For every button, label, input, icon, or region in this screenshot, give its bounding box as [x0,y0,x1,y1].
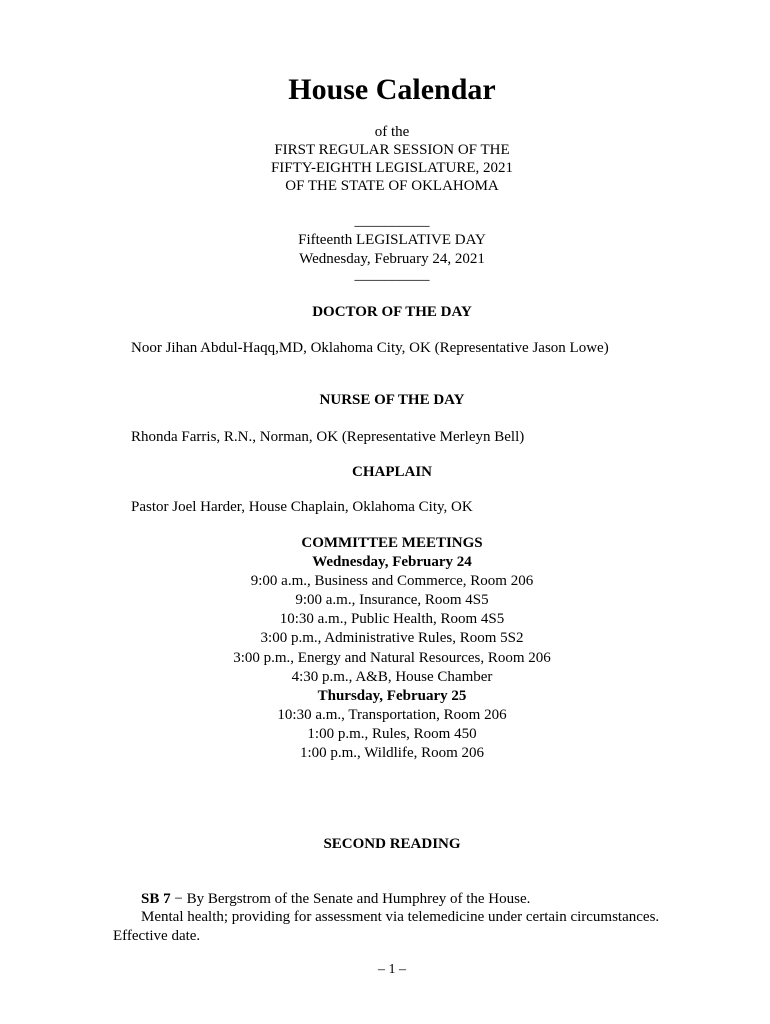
bill-description: Mental health; providing for assessment via telemedicine under certain circumstances. [141,909,660,925]
meeting-item: 1:00 p.m., Rules, Room 450 [307,725,477,742]
committee-meetings-heading: COMMITTEE MEETINGS [301,535,483,551]
meeting-item: 10:30 a.m., Transportation, Room 206 [277,706,507,723]
meeting-item: 3:00 p.m., Energy and Natural Resources, Room 206 [233,649,551,666]
chaplain-text: Pastor Joel Harder, House Chaplain, Oklahoma City, OK [131,499,473,515]
divider-rule-top: __________ [354,213,430,229]
divider-rule-bottom: __________ [354,267,430,283]
meeting-item: 10:30 a.m., Public Health, Room 4S5 [279,611,505,628]
subtitle-line: OF THE STATE OF OKLAHOMA [285,178,499,194]
meeting-item: 1:00 p.m., Wildlife, Room 206 [299,745,485,762]
meeting-day-heading: Wednesday, February 24 [312,554,472,571]
page-number: – 1 – [378,962,406,977]
doctor-heading: DOCTOR OF THE DAY [312,304,472,320]
bill-sponsors: − By Bergstrom of the Senate and Humphrey of the House. [170,891,531,907]
page-title: House Calendar [288,73,496,106]
bill-entry [141,890,530,908]
legislative-day: Fifteenth LEGISLATIVE DAY [298,232,486,248]
meeting-item: 9:00 a.m., Business and Commerce, Room 206 [250,573,534,590]
committee-meetings-section [14,534,770,763]
doctor-text: Noor Jihan Abdul-Haqq,MD, Oklahoma City, OK (Representative Jason Lowe) [131,340,609,356]
subtitle-line: of the [374,124,410,140]
chaplain-heading: CHAPLAIN [351,464,432,480]
meeting-day-heading: Thursday, February 25 [317,687,467,704]
meeting-item: 9:00 a.m., Insurance, Room 4S5 [295,592,489,609]
nurse-heading: NURSE OF THE DAY [319,392,465,408]
meeting-item: 4:30 p.m., A&B, House Chamber [291,668,493,685]
subtitle-line: FIFTY-EIGHTH LEGISLATURE, 2021 [270,160,514,176]
nurse-text: Rhonda Farris, R.N., Norman, OK (Representative Merleyn Bell) [131,429,525,445]
meeting-item: 3:00 p.m., Administrative Rules, Room 5S2 [260,630,524,647]
session-date: Wednesday, February 24, 2021 [299,251,485,267]
subtitle-line: FIRST REGULAR SESSION OF THE [274,142,510,158]
bill-description-continued: Effective date. [113,928,201,944]
bill-number: SB 7 [141,891,171,907]
second-reading-heading: SECOND READING [323,836,461,852]
